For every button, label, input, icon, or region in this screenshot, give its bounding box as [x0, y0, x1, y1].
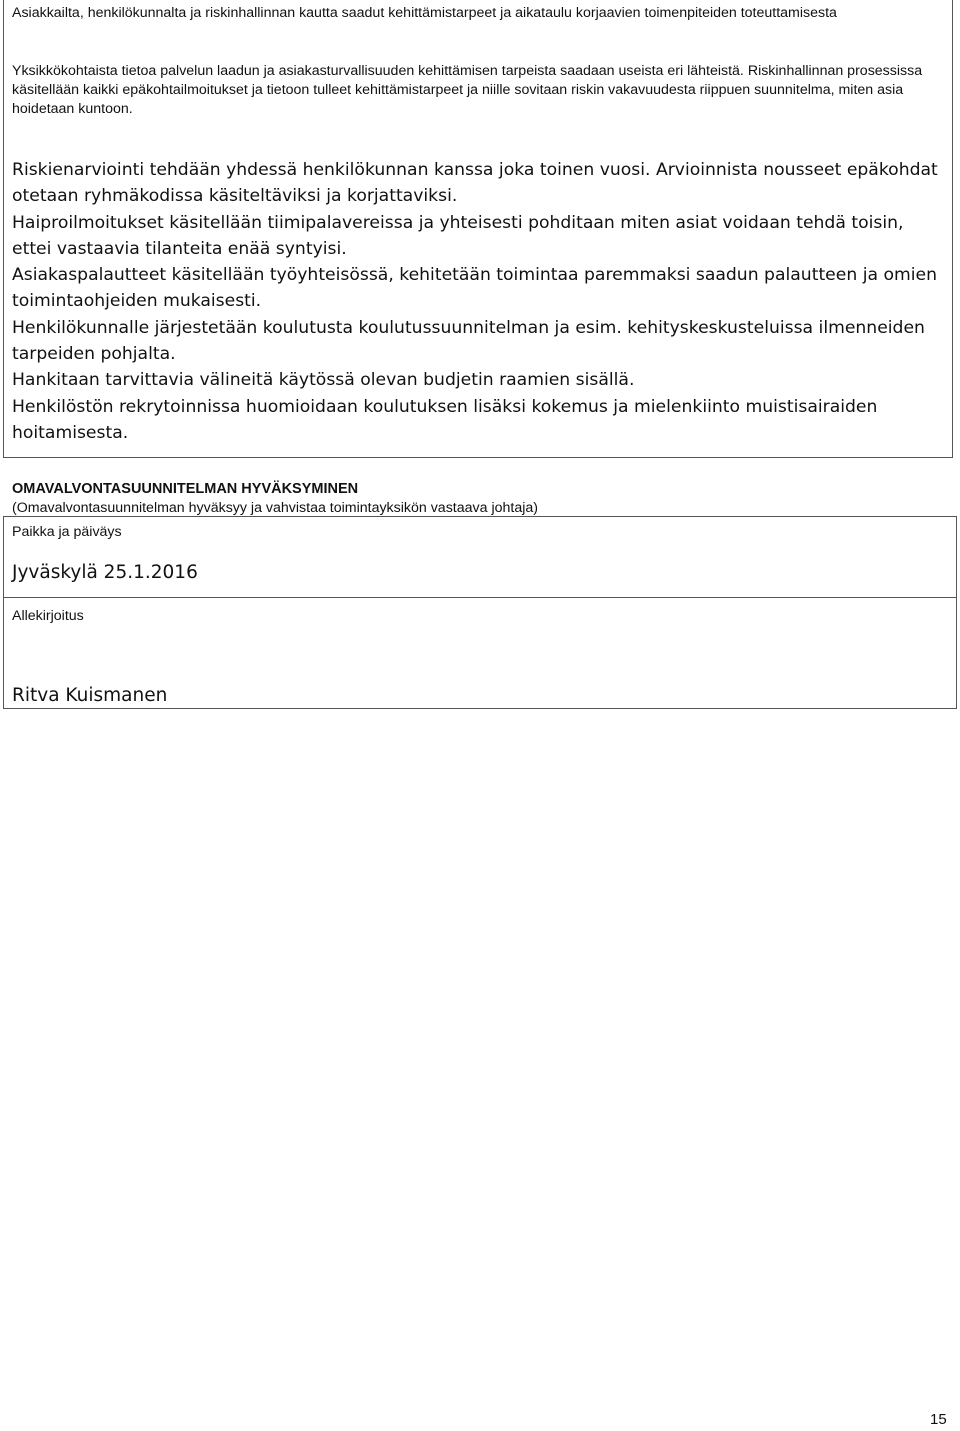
- action-customer-feedback: Asiakaspalautteet käsitellään työyhteisössä, kehitetään toimintaa paremmaksi saadun palautteen ja omien toimintaohjeiden mukaisesti.: [12, 265, 937, 312]
- approval-title: OMAVALVONTASUUNNITELMAN HYVÄKSYMINEN: [12, 481, 359, 497]
- place-date-label: Paikka ja päiväys: [12, 524, 122, 540]
- action-equipment: Hankitaan tarvittavia välineitä käytössä olevan budjetin raamien sisällä.: [12, 370, 635, 391]
- divider: [4, 597, 956, 598]
- action-risk-assessment: Riskienarviointi tehdään yhdessä henkilökunnan kanssa joka toinen vuosi. Arvioinnista nousseet epäkohdat otetaan ryhmäkodissa käsiteltäviksi ja korjattaviksi.: [12, 160, 938, 207]
- action-haipro-reports: Haiproilmoitukset käsitellään tiimipalavereissa ja yhteisesti pohditaan miten asiat voidaan tehdä toisin, ettei vastaavia tilanteita enää syntyisi.: [12, 212, 904, 259]
- intro-paragraph: Yksikkökohtaista tietoa palvelun laadun ja asiakasturvallisuuden kehittämisen tarpeista saadaan useista eri lähteistä. Riskinhallinnan prosessissa käsitellään kaikki epäkohtailmoitukset ja tietoon tulleet kehittämistarpeet ja niille sovitaan riskin vakavuudesta riippuen suunnitelma, miten asia hoidetaan kuntoon.: [12, 63, 923, 117]
- action-staff-training: Henkilökunnalle järjestetään koulutusta koulutussuunnitelman ja esim. kehityskeskusteluissa ilmenneiden tarpeiden pohjalta.: [12, 317, 925, 365]
- approval-box: [3, 516, 957, 709]
- development-actions: [12, 157, 947, 446]
- action-recruitment: Henkilöstön rekrytoinnissa huomioidaan koulutuksen lisäksi kokemus ja mielenkiinto muistisairaiden hoitamisesta.: [12, 396, 878, 443]
- section-heading: Asiakkailta, henkilökunnalta ja riskinhallinnan kautta saadut kehittämistarpeet ja aikataulu korjaavien toimenpiteiden toteuttamisesta: [12, 5, 837, 21]
- signature-label: Allekirjoitus: [12, 608, 84, 624]
- page-number: 15: [930, 1411, 947, 1428]
- signature-value: Ritva Kuismanen: [12, 685, 168, 706]
- place-date-value: Jyväskylä 25.1.2016: [12, 562, 198, 583]
- approval-subtitle: (Omavalvontasuunnitelman hyväksyy ja vahvistaa toimintayksikön vastaava johtaja): [12, 500, 538, 516]
